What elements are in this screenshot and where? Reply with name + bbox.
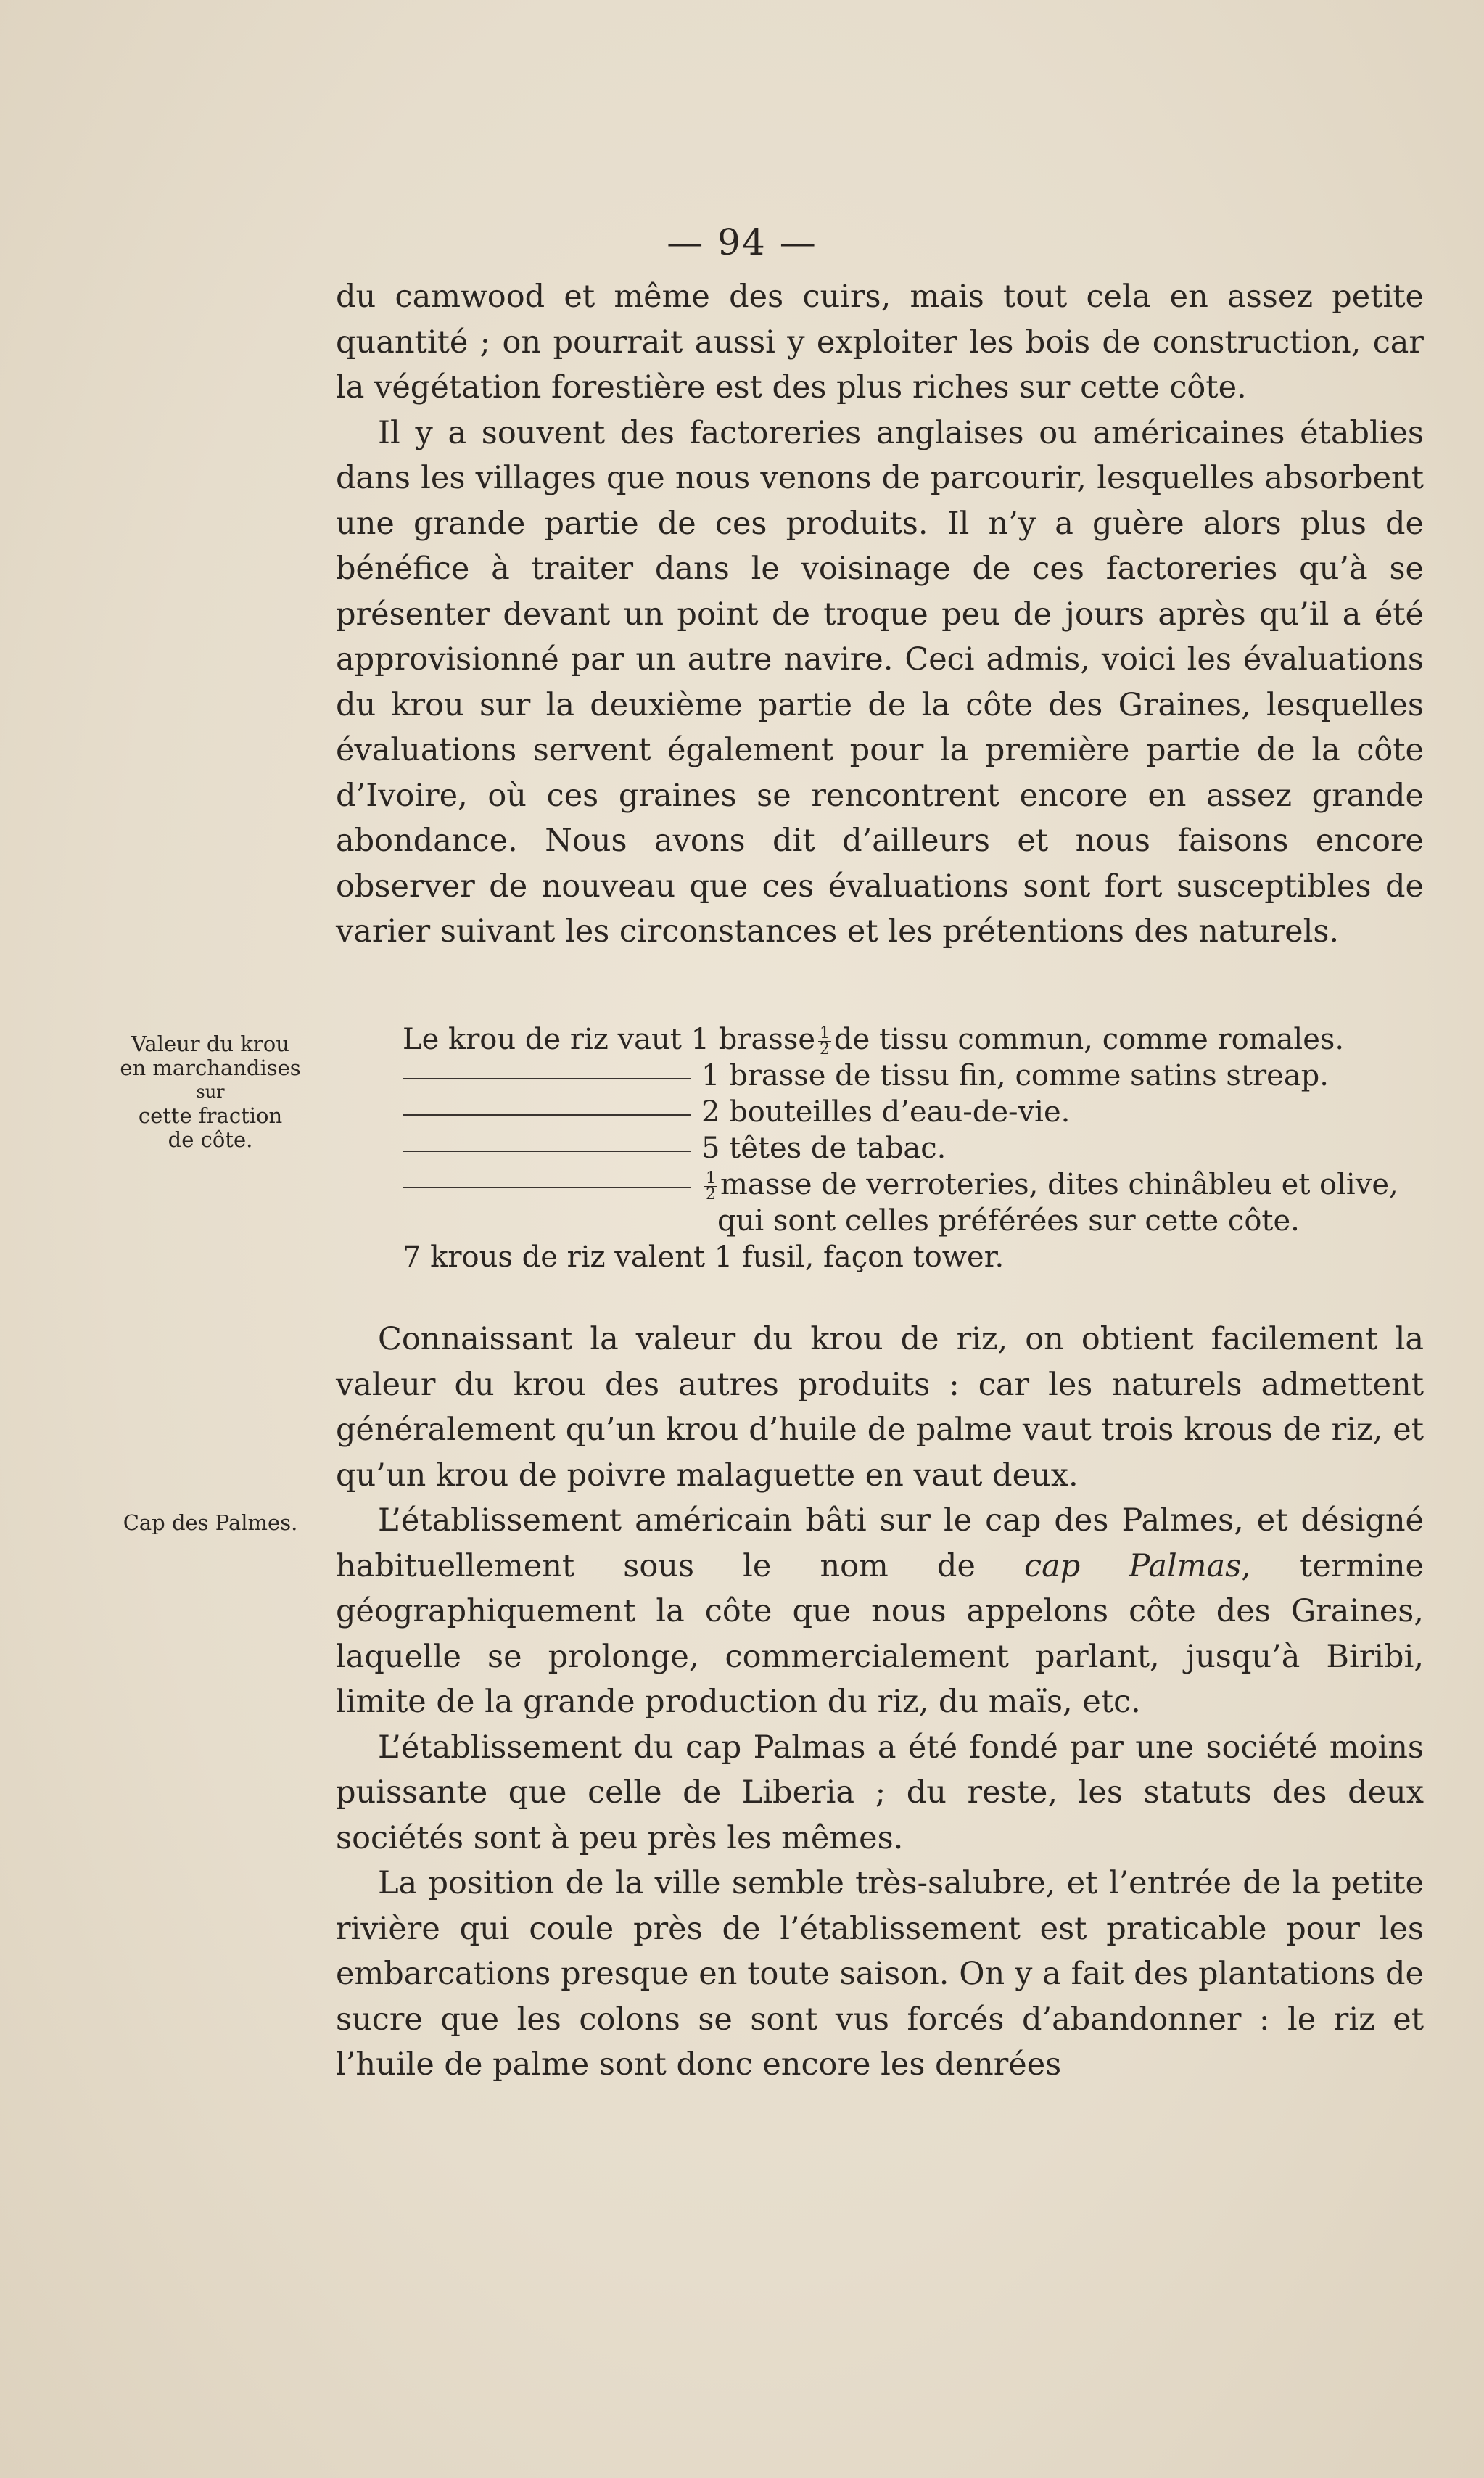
krou-value-table — [403, 1021, 1433, 1275]
paragraph-continuation: du camwood et même des cuirs, mais tout cela en assez petite quantité ; on pourrait aussi y exploiter les bois de construction, car la végétation forestière est des plus riches sur cette côte. — [336, 279, 1424, 406]
table-row — [403, 1058, 1433, 1094]
fraction-half: $\frac{1}{2}$ — [706, 1169, 716, 1203]
text-block-bottom — [336, 1317, 1424, 2088]
margin-note-line: Valeur du krou — [131, 1032, 289, 1056]
italic-cap-palmas: cap Palmas — [1024, 1547, 1242, 1584]
margin-note-valeur-du-krou — [102, 1032, 319, 1152]
table-row — [403, 1239, 1433, 1275]
page-number: — 94 — — [667, 221, 817, 263]
margin-note-line: sur — [196, 1082, 225, 1102]
table-row — [403, 1094, 1433, 1130]
row-text: 5 têtes de tabac. — [701, 1132, 947, 1165]
margin-note-line: en marchandises — [120, 1055, 301, 1080]
table-row — [403, 1130, 1433, 1166]
row-text: 1 brasse de tissu fin, comme satins streap. — [701, 1059, 1329, 1092]
text-block-top — [336, 274, 1424, 955]
row-text: 7 krous de riz valent 1 fusil, façon tower. — [403, 1240, 1005, 1274]
paragraph-position-ville: La position de la ville semble très-salubre, et l’entrée de la petite rivière qui coule près de l’établissement est praticable pour les embarcations presque en toute saison. On y a fait des plantations de sucre que les colons se sont vus forcés d’abandonner : le riz et l’huile de palme sont donc encore les denrées — [336, 1865, 1424, 2083]
margin-note-line: cette fraction — [138, 1103, 283, 1128]
table-row — [403, 1021, 1433, 1058]
ditto-rule — [403, 1187, 691, 1188]
row-continuation-text: qui sont celles préférées sur cette côte. — [717, 1204, 1300, 1238]
paragraph-factoreries: Il y a souvent des factoreries anglaises ou américaines établies dans les villages que nous venons de parcourir, lesquelles absorbent une grande partie de ces produits. Il n’y a guère alors plus de bénéfice à traiter dans le voisinage de ces factoreries qu’à se présenter devant un point de troque peu de jours après qu’il a été approvisionné par un autre navire. Ceci admis, voici les évaluations du krou sur la deuxième partie de la côte des Graines, lesquelles évaluations servent également pour la première partie de la côte d’Ivoire, où ces graines se rencontrent encore en assez grande abondance. Nous avons dit d’ailleurs et nous faisons encore observer de nouveau que ces évaluations sont fort susceptibles de varier suivant les circonstances et les prétentions des naturels. — [336, 414, 1424, 950]
margin-note-line: de côte. — [168, 1127, 253, 1152]
row-tail-text: masse de verroteries, dites chinâbleu et olive, — [720, 1168, 1398, 1201]
ditto-rule — [403, 1150, 691, 1152]
paragraph-etablissement-americain: L’établissement américain bâti sur le cap des Palmes, et désigné habituellement sous le nom de cap Palmas, termine géographiquement la côte que nous appelons côte des Graines, laquelle se prolonge, commercialement parlant, jusqu’à Biribi, limite de la grande production du riz, du maïs, etc. — [336, 1502, 1425, 1720]
ditto-rule — [403, 1114, 691, 1116]
ditto-rule — [403, 1078, 691, 1079]
paragraph-connaissant: Connaissant la valeur du krou de riz, on obtient facilement la valeur du krou des autres produits : car les naturels admettent généralement qu’un krou d’huile de palme vaut trois krous de riz, et qu’un krou de poivre malaguette en vaut deux. — [336, 1321, 1424, 1494]
row-text: 2 bouteilles d’eau-de-vie. — [701, 1095, 1071, 1129]
row-tail-text: de tissu commun, comme romales. — [834, 1023, 1345, 1056]
paragraph-societe: L’établissement du cap Palmas a été fondé par une société moins puissante que celle de Liberia ; du reste, les statuts des deux sociétés sont à peu près les mêmes. — [336, 1729, 1424, 1856]
fraction-half: $\frac{1}{2}$ — [820, 1024, 830, 1058]
row-lead-text: Le krou de riz vaut 1 brasse — [403, 1023, 816, 1056]
table-row — [403, 1203, 1433, 1239]
table-row — [403, 1166, 1433, 1203]
margin-note-cap-des-palmes: Cap des Palmes. — [123, 1510, 298, 1535]
